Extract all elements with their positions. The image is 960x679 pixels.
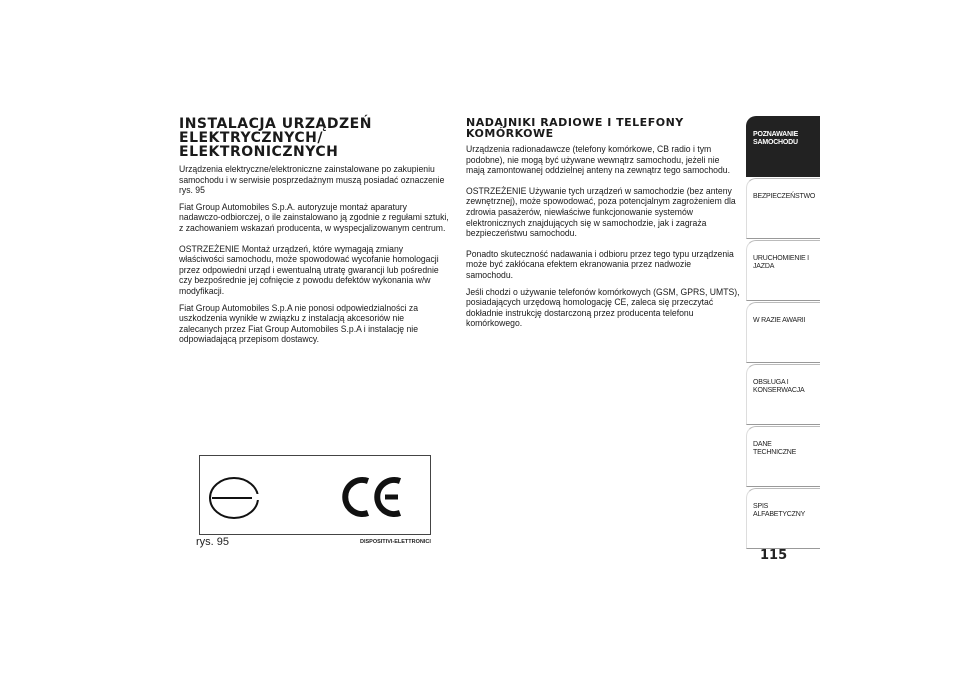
tab-w-razie-awarii[interactable]: [746, 302, 820, 363]
figure-box: [199, 455, 431, 535]
right-paragraph: Ponadto skuteczność nadawania i odbioru przez tego typu urządzenia może być zakłócana efektem ekranowania przez nadwozie samochodu.: [466, 248, 734, 281]
left-heading: [179, 117, 469, 159]
right-paragraph: Urządzenia radionadawcze (telefony komórkowe, CB radio i tym podobne), nie mogą być używane wewnątrz samochodu, jeżeli nie mają zamontowanej oddzielnej anteny na zewnątrz tego samochodu.: [466, 144, 730, 177]
page-number: 115: [760, 548, 788, 563]
left-heading-line: INSTALACJA URZĄDZEŃ: [179, 116, 372, 132]
tab-label: SPIS ALFABETYCZNY: [753, 503, 806, 518]
right-heading-line: KOMÓRKOWE: [466, 127, 554, 140]
tab-label: BEZPIECZEŃSTWO: [753, 193, 816, 200]
tab-label: W RAZIE AWARII: [753, 317, 806, 324]
tab-label: OBSŁUGA I KONSERWACJA: [753, 379, 805, 394]
figure-code: DISPOSITIVI-ELETTRONICI: [360, 539, 431, 545]
tab-dane-techniczne[interactable]: [746, 426, 820, 487]
left-column: [179, 117, 469, 346]
left-paragraph: Urządzenia elektryczne/elektroniczne zainstalowane po zakupieniu samochodu i w serwisie posprzedażnym muszą posiadać oznaczenie rys. 95: [179, 164, 445, 197]
tab-spis-alfabetyczny[interactable]: [746, 488, 820, 549]
right-paragraph: Jeśli chodzi o używanie telefonów komórkowych (GSM, GPRS, UMTS), posiadających urzędową homologację CE, zaleca się przeczytać dokładnie instrukcję dostarczoną przez producenta telefonu komórkowego.: [466, 286, 740, 330]
left-paragraph: OSTRZEŻENIE Montaż urządzeń, które wymagają zmiany właściwości samochodu, może spowodować wycofanie homologacji przez odpowiedni urząd i ewentualną utratę gwarancji lub pośrednie czy bezpośrednie jej cofnięcie z powodu defektów wykonania w/w modyfikacji.: [179, 243, 439, 297]
figure-symbols: [200, 456, 432, 536]
tab-label: POZNAWANIE SAMOCHODU: [753, 131, 799, 146]
left-heading-line: ELEKTRONICZNYCH: [179, 144, 339, 160]
tab-bezpieczenstwo[interactable]: [746, 178, 820, 239]
right-paragraph: OSTRZEŻENIE Używanie tych urządzeń w samochodzie (bez anteny zewnętrznej), może spowodować, poza potencjalnym zagrożeniem dla zdrowia pasażerów, niewłaściwe funkcjonowanie systemów elektronicznych znajdujących się w samochodzie, jak i zagraża bezpieczeństwu samochodu.: [466, 185, 736, 240]
chapter-tabs: [746, 116, 820, 550]
left-paragraph: Fiat Group Automobiles S.p.A. autoryzuje montaż aparatury nadawczo-odbiorczej, o ile zainstalowano ją zgodnie z regułami sztuki, z zachowaniem wskazań producenta, w wyspecjalizowanym centrum.: [179, 201, 449, 234]
tab-poznawanie-samochodu[interactable]: [746, 116, 820, 177]
tab-label: DANE TECHNICZNE: [753, 441, 797, 456]
right-column: [466, 117, 746, 330]
left-heading-line: ELEKTRYCZNYCH/: [179, 130, 323, 146]
tab-label: URUCHOMIENIE I JAZDA: [753, 255, 809, 270]
left-paragraph: Fiat Group Automobiles S.p.A nie ponosi odpowiedzialności za uszkodzenia wynikłe w związku z instalacją akcesoriów nie zalecanych przez Fiat Group Automobiles S.p.A i instalację nie odpowiadającą przepisom dostawcy.: [179, 302, 419, 346]
e-mark-icon: [210, 478, 262, 518]
ce-mark-icon: [345, 480, 400, 514]
right-heading: [466, 117, 746, 139]
figure-caption: rys. 95: [196, 536, 230, 548]
right-heading-line: NADAJNIKI RADIOWE I TELEFONY: [466, 116, 684, 129]
tab-obsluga-i-konserwacja[interactable]: [746, 364, 820, 425]
tab-uruchomienie-i-jazda[interactable]: [746, 240, 820, 301]
